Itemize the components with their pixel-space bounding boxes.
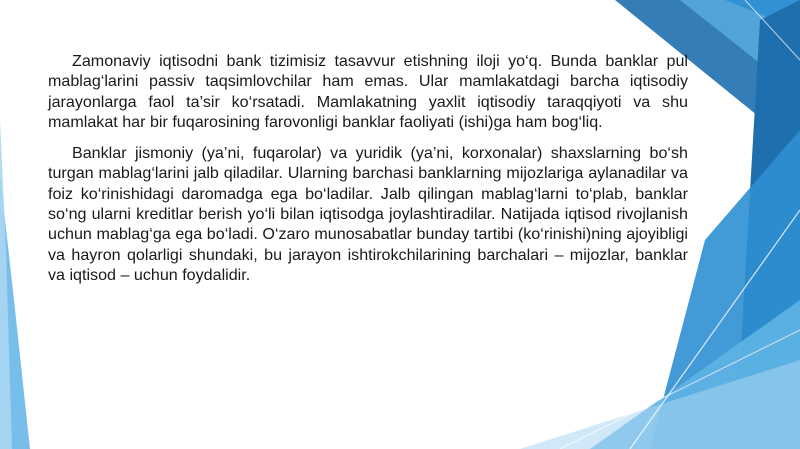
paragraph-2: Banklar jismoniy (ya’ni, fuqarolar) va yuridik (ya’ni, korxonalar) shaxslarning bo‘sh turgan mablag‘larini jalb qiladilar. Ularning barchasi banklarning mijozlariga aylanadilar va foiz ko‘rinishidagi daromadga ega bo‘ladilar. Jalb qilingan mablag‘larni to‘plab, banklar so‘ng ularni kreditlar berish yo‘li bilan iqtisodga joylashtiradilar. Natijada iqtisod rivojlanish uchun mablag‘ga ega bo‘ladi. O‘zaro munosabatlar bunday tartibi (ko‘rinishi)ning ajoyibligi va hayron qolarligi shundaki, bu jarayon ishtirokchilarining barchalari – mijozlar, banklar va iqtisod – uchun foydalidir.	[48, 144, 688, 284]
right-band-pale	[520, 360, 800, 449]
slide-body	[48, 51, 688, 285]
paragraph-1: Zamonaviy iqtisodni bank tizimisiz tasavvur etishning iloji yo‘q. Bunda banklar pul mablag‘larini passiv taqsimlovchilar ham emas. Ular mamlakatdagi barcha iqtisodiy jarayonlarga faol ta’sir ko‘rsatadi. Mamlakatning yaxlit iqtisodiy taraqqiyoti va shu mamlakat har bir fuqarosining farovonligi banklar faoliyati (ishi)ga ham bog‘liq.	[48, 52, 688, 131]
